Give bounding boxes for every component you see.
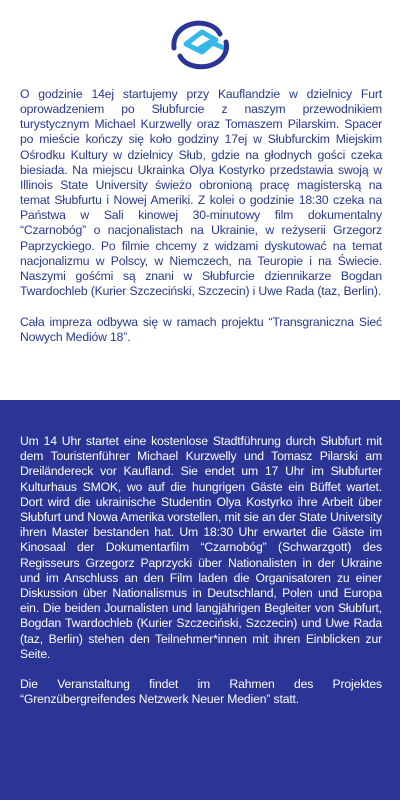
- german-paragraph-1: Um 14 Uhr startet eine kostenlose Stadtführung durch Słubfurt mit dem Touristenführer Michael Kurzwelly und Tomasz Pilarski am Dreiländereck vor Kaufland. Sie endet um 17 Uhr im Słubfurter Kulturhaus SMOK, wo auf die hungrigen Gäste ein Büffet wartet. Dort wird die ukrainische Studentin Olya Kostyrko ihre Arbeit über Słubfurt und Nowa Amerika vorstellen, mit sie an der State University ihren Master bestanden hat. Um 18:30 Uhr erwartet die Gäste im Kinosaal der Dokumentarfilm “Czarnobóg” (Schwarzgott) des Regisseurs Grzegorz Paprzycki über Nationalisten in der Ukraine und im Anschluss an den Film laden die Organisatoren zu einer Diskussion über Nationalismus in Deutschland, Polen und Europa ein. Die beiden Journalisten und langjährigen Begleiter von Słubfurt, Bogdan Twardochleb (Kurier Szczeciński, Szczecin) und Uwe Rada (taz, Berlin) stehen den Teilnehmer*innen mit ihren Einblicken zur Seite.: [20, 434, 382, 661]
- transborder-network-logo-icon: [166, 18, 234, 72]
- polish-paragraph-1: O godzinie 14ej startujemy przy Kauflandzie w dzielnicy Furt oprowadzeniem po Słubfurcie z naszym przewodnikiem turystycznym Michael Kurzwelly oraz Tomaszem Pilarskim. Spacer po mieście kończy się koło godziny 17ej w Słubfurckim Miejskim Ośrodku Kultury w dzielnicy Słub, gdzie na głodnych gości czeka biesiada. Na miejscu Ukrainka Olya Kostyrko przedstawia swoją w Illinois State University świeżo obronioną pracę magisterską na temat Słubfurtu i Nowej Ameriki. Z kolei o godzinie 18:30 czeka na Państwa w Sali kinowej 30-minutowy film dokumentalny “Czarnobóg” o nacjonalistach na Ukrainie, w reżyserii Grzegorz Paprzyckiego. Po filmie chcemy z widzami dyskutować na temat nacjonalizmu w Polscy, w Niemczech, na Teuropie i na Świecie. Naszymi gośćmi są znani w Słubfurcie dziennikarze Bogdan Twardochleb (Kurier Szczeciński, Szczecin) i Uwe Rada (taz, Berlin).: [20, 87, 382, 299]
- polish-text-block: [20, 87, 382, 346]
- polish-paragraph-2: Cała impreza odbywa się w ramach projektu “Transgraniczna Sieć Nowych Mediów 18”.: [20, 315, 382, 345]
- german-text-block: [20, 434, 382, 707]
- german-paragraph-2: Die Veranstaltung findet im Rahmen des Projektes “Grenzübergreifendes Netzwerk Neuer Medien” statt.: [20, 677, 382, 707]
